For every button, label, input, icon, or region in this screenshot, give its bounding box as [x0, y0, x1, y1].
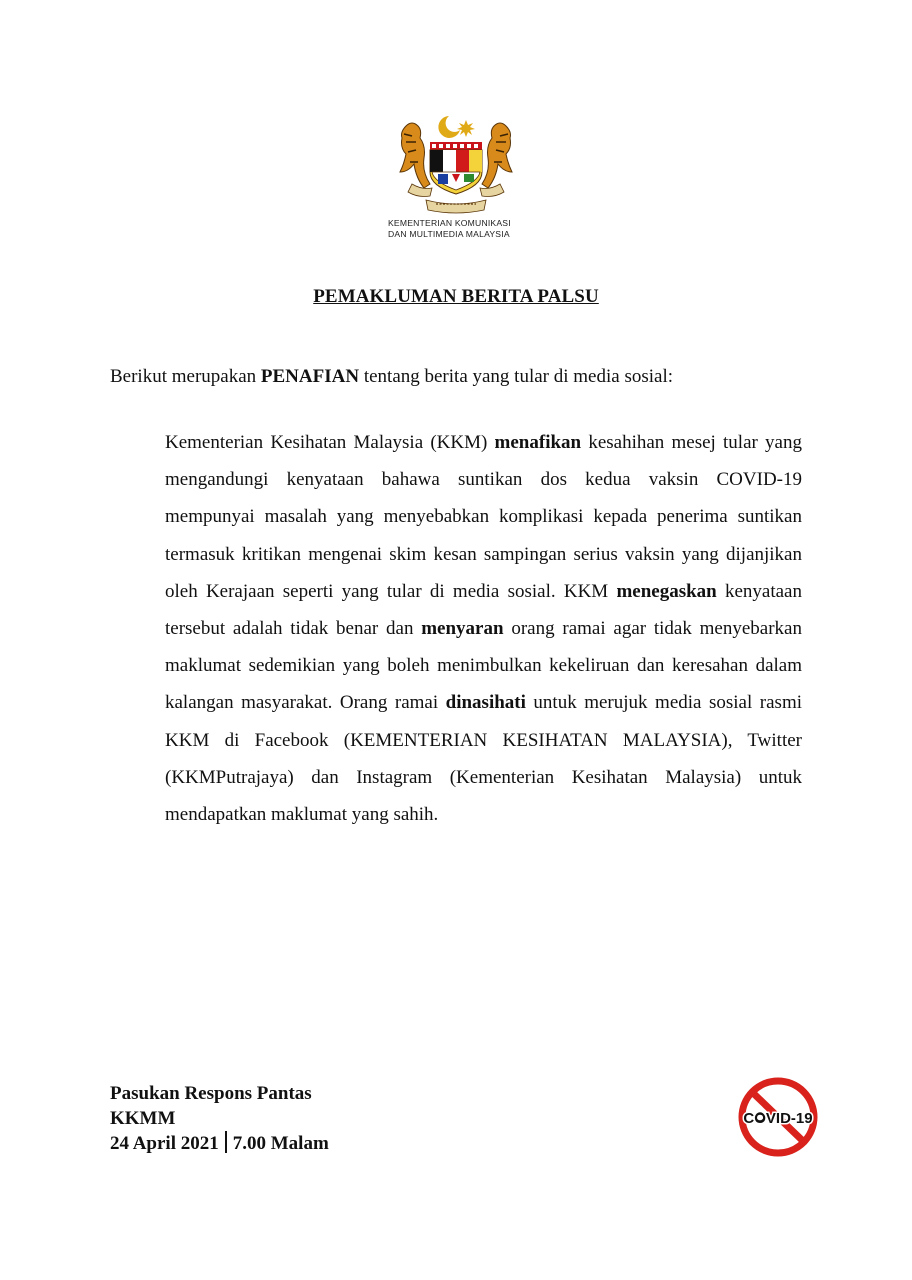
body-text-4: orang ramai agar tidak menyebarkan maklumat sedemikian yang boleh menimbulkan kekeliruan dan keresahan dalam kalangan masyarakat. Orang ramai — [165, 618, 802, 714]
letterhead — [380, 112, 532, 252]
ministry-line-1: KEMENTERIAN KOMUNIKASI — [388, 218, 511, 228]
body-text-3: kenyataan tersebut adalah tidak benar dan — [165, 580, 802, 640]
body-bold-4: dinasihati — [445, 692, 526, 714]
body-text-2: kesahihan mesej tular yang mengandungi kenyataan bahawa suntikan dos kedua vaksin COVID-19 mempunyai masalah yang menyebabkan komplikasi kepada penerima suntikan termasuk kritikan mengenai skim kesan sampingan serius vaksin yang dijanjikan oleh Kerajaan seperti yang tular di media sosial. KKM — [165, 432, 802, 602]
badge-text: COVID-19 — [743, 1110, 813, 1127]
coat-of-arms-icon — [392, 112, 520, 216]
intro-bold: PENAFIAN — [260, 366, 360, 387]
separator-bar — [225, 1131, 227, 1153]
ministry-name — [380, 218, 532, 240]
signature-org: KKMM — [110, 1107, 176, 1129]
body-text-1: Kementerian Kesihatan Malaysia (KKM) — [165, 432, 495, 453]
body-bold-3: menyaran — [421, 618, 504, 640]
no-covid-icon — [734, 1076, 824, 1158]
body-bold-2: menegaskan — [616, 580, 717, 602]
body-bold-1: menafikan — [494, 432, 582, 453]
document-title: PEMAKLUMAN BERITA PALSU — [313, 286, 599, 307]
signature-datetime — [110, 1131, 450, 1157]
signature-team: Pasukan Respons Pantas — [110, 1083, 312, 1104]
signature-date: 24 April 2021 — [110, 1133, 219, 1154]
no-covid-badge — [734, 1076, 824, 1158]
body-text-5: untuk merujuk media sosial rasmi KKM di Facebook (KEMENTERIAN KESIHATAN MALAYSIA), Twitter (KKMPutrajaya) dan Instagram (Kementerian Kesihatan Malaysia) untuk mendapatkan maklumat yang sahih. — [165, 692, 802, 826]
ministry-line-2: DAN MULTIMEDIA MALAYSIA — [388, 229, 510, 239]
intro-text — [110, 365, 810, 389]
intro-before: Berikut merupakan — [110, 366, 261, 387]
signature-block — [110, 1082, 450, 1157]
body-paragraph — [165, 424, 802, 833]
signature-time: 7.00 Malam — [232, 1133, 329, 1154]
intro-after: tentang berita yang tular di media sosial: — [359, 366, 674, 387]
